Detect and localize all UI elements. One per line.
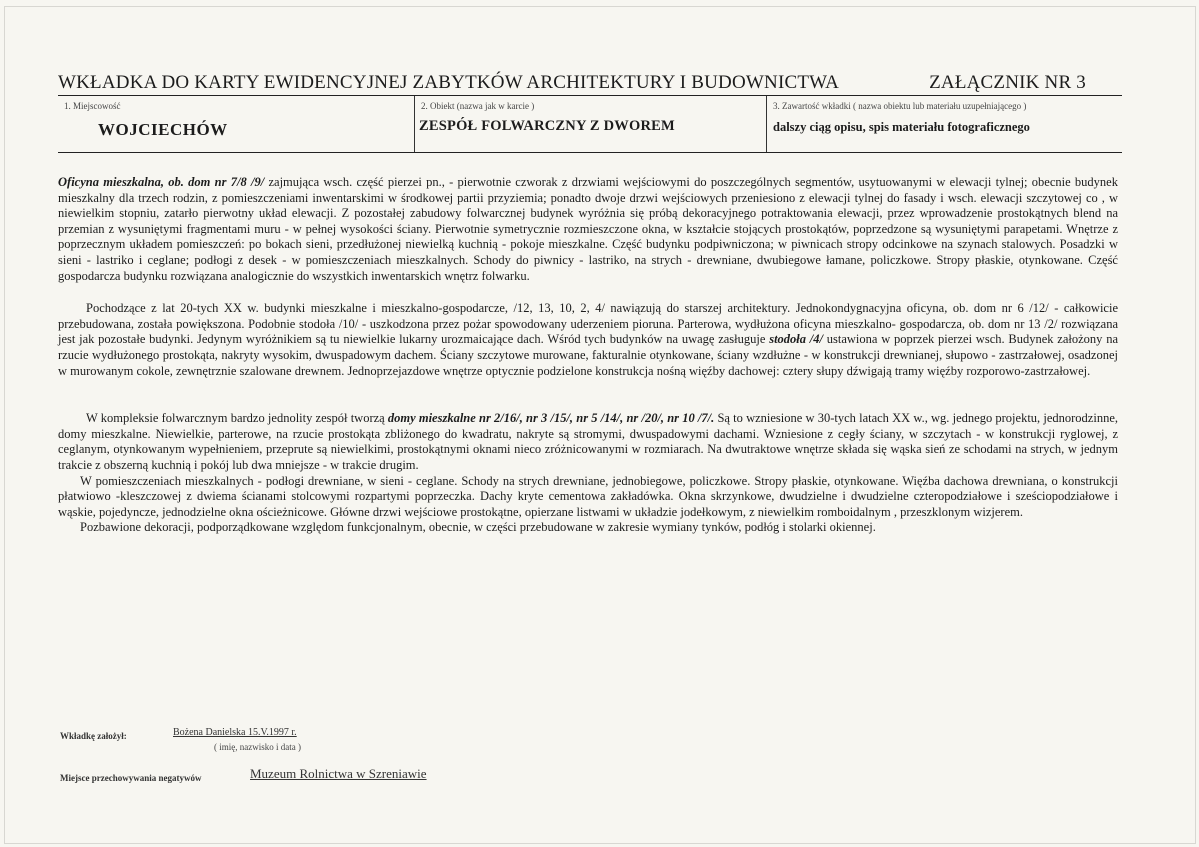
field-content (766, 96, 1123, 152)
author-label: Wkładkę założył: (60, 731, 127, 741)
storage-row (60, 768, 201, 786)
houses-text-a: W kompleksie folwarcznym bardzo jednolity zespół tworzą (86, 411, 388, 426)
paragraph-interiors: W pomieszczeniach mieszkalnych - podłogi drewniane, w sieni - ceglane. Schody na strych drewniane, jednobiegowe, policzkowe. Stropy płaskie, otynkowane. Więźba dachowa drewniana, o konstrukcji płatwiowo -kleszczowej z dwiema ścianami stolcowymi rozpartymi poprzeczka. Dachy kryte cementowa zakładówka. Okna skrzynkowe, dwudzielne i dwudzielne czteropodziałowe i sześciopodziałowe i wąskie, pojedyncze, jednodzielne okna ościeżnicowe. Główne drzwi wejściowe prostokątne, opierzane listwami w układzie jodełkowym, z niewielkim romboidalnym , przeszklonym wizjerem. (58, 473, 1118, 519)
author-row (60, 726, 127, 744)
author-hint-row (214, 737, 301, 755)
annex-number: ZAŁĄCZNIK NR 3 (929, 72, 1086, 93)
houses-heading: domy mieszkalne nr 2/16/, nr 3 /15/, nr 5 /14/, nr /20/, nr 10 /7/. (387, 411, 715, 426)
older-buildings-text-b: ustawiona w poprzek pierzei wsch. Budynek założony na rzucie wydłużonego prostokąta, nakryty wysokim, dwuspadowym dachem. Ściany szczytowe murowane, fakturalnie otynkowane, ściany wzdłużne - w konstrukcji drewnianej, słupowo - zastrzałowej, osadzonej w murowanym cokole, zewnętrznie szalowane drewnem. Jednoprzejazdowe wnętrze optycznie podzielone konstrukcja nośną więźby dachowej: cztery słupy dźwigają tramy więźby rozporowo-zastrzałowej. (58, 332, 1118, 378)
author-hint: ( imię, nazwisko i data ) (214, 742, 301, 752)
paragraph-summary: Pozbawione dekoracji, podporządkowane względom funkcjonalnym, obecnie, w części przebudowane w zakresie wymiany tynków, podłóg i stolarki okiennej. (80, 520, 876, 535)
description-body (58, 175, 1118, 536)
paragraph-outbuilding (58, 175, 1118, 284)
paragraph-houses (58, 411, 1118, 473)
storage-value-row (250, 765, 427, 783)
outbuilding-text: zajmująca wsch. część pierzei pn., - pierwotnie czworak z drzwiami wejściowymi do poszczególnych segmentów, usytuowanymi w elewacji tylnej; obecnie budynek mieszkalny dla trzech rodzin, z pomieszczeniami inwentarskimi w środkowej partii przyziemia; ponadto dwoje drzwi wejściowych przeniesiono z elewacji tylnej do fasady i wsch. elewacji szczytowej co , w niewielkim stopniu, zatarło pierwotny układ elewacji. Z pozostałej zabudowy folwarcznej budynek wyróżnia się próbą dekoracyjnego potraktowania elewacji, przez wprowadzenie prostokątnych blend na przemian z wysuniętymi fragmentami muru - w pełnej wysokości ściany. Pierwotnie symetrycznie rozmieszczone okna, w kształcie stojących prostokątów, poprzedzone są wysuniętymi parapetami. Wnętrze z poprzecznym układem pomieszczeń: po bokach sieni, przedłużonej niewielką kuchnią - pokoje mieszkalne. Część budynku podpiwniczona; w piwnicach stropy odcinkowe na szynach stalowych. Posadzki w sieni - lastriko i ceglane; podłogi z desek - w pomieszczeniach mieszkalnych. Schody do piwnicy - lastriko, na strych - drewniane, dwubiegowe łamane, policzkowe. Stropy płaskie, otynkowane. Część gospodarcza budynku rozwiązana analogicznie do wszystkich inwentarskich wnętrz folwarku. (58, 175, 1118, 283)
storage-value: Muzeum Rolnictwa w Szreniawie (250, 766, 427, 781)
houses-text-b: Są to wzniesione w 30-tych latach XX w., wg. jednego projektu, jednorodzinne, domy mieszkalne. Niewielkie, parterowe, na rzucie prostokąta zbliżonego do kwadratu, nakryte są stromymi, dwuspadowymi dachami. Wzniesione z cegły ściany, w szczytach - w konstrukcji ryglowej, z ceglanym, otynkowanym wypełnieniem, przeprute są niewielkimi, prostokątnymi oknami nieco zróżnicowanymi w rozmiarach. Na dwutraktowe wnętrze składa się wąska sień ze schodami na strych, w jednym trakcie z obszerną kuchnią i pokój lub dwa mniejsze - w trakcie drugim. (58, 411, 1118, 472)
object-label: 2. Obiekt (nazwa jak w karcie ) (421, 101, 535, 111)
document-title: WKŁADKA DO KARTY EWIDENCYJNEJ ZABYTKÓW ARCHITEKTURY I BUDOWNICTWA (58, 72, 840, 93)
place-label: 1. Miejscowość (64, 101, 121, 111)
field-place (58, 96, 414, 152)
author-value: Bożena Danielska 15.V.1997 r. (173, 727, 297, 738)
object-value: ZESPÓŁ FOLWARCZNY Z DWOREM (419, 118, 675, 134)
place-value: WOJCIECHÓW (98, 120, 228, 139)
header-rule-bottom (58, 152, 1122, 153)
barn-heading: stodoła /4/ (769, 332, 823, 347)
older-buildings-text-a: Pochodzące z lat 20-tych XX w. budynki mieszkalne i mieszkalno-gospodarcze, /12, 13, 10, 2, 4/ nawiązują do starszej architektury. Jednokondygnacyjna oficyna, ob. dom nr 6 /12/ - całkowicie przebudowana, została powiększona. Podobnie stodoła /10/ - uszkodzona przez pożar spowodowany uderzeniem pioruna. Parterowa, wydłużona oficyna mieszkalno- gospodarcza, ob. dom nr 13 /2/ rozwiązana jest jak pozostałe budynki. Jedynym wyróżnikiem są tu niewielkie lukarny urozmaicające dach. Wśród tych budynków na uwagę zasługuje (58, 301, 1118, 347)
storage-label: Miejsce przechowywania negatywów (60, 773, 202, 783)
outbuilding-heading: Oficyna mieszkalna, ob. dom nr 7/8 /9/ (58, 175, 265, 189)
paragraph-older-buildings (58, 301, 1118, 379)
content-value: dalszy ciąg opisu, spis materiału fotograficznego (773, 120, 1030, 134)
content-label: 3. Zawartość wkładki ( nazwa obiektu lub materiału uzupełniającego ) (773, 101, 1027, 111)
field-object (414, 96, 767, 152)
document-header (58, 72, 1122, 94)
